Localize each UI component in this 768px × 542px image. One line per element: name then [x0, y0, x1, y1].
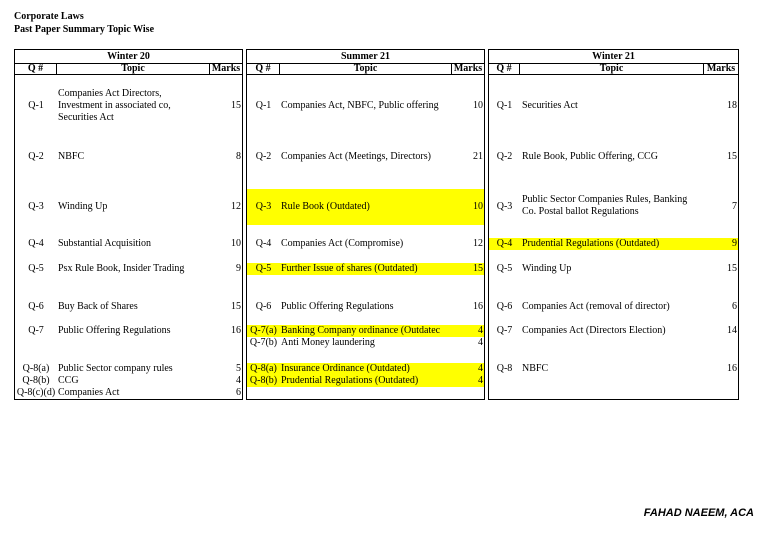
row-topic: Winding Up [522, 263, 572, 274]
row-topic: Insurance Ordinance (Outdated) [281, 363, 410, 374]
row-topic: NBFC [522, 363, 549, 374]
row-topic: Companies Act Directors, Investment in associated co, Securities Act [58, 88, 171, 123]
row-marks: 4 [478, 375, 483, 386]
row-q: Q-7 [28, 325, 44, 336]
row-q: Q-8 [496, 363, 513, 374]
row-q: Q-3 [255, 201, 272, 212]
row-topic: NBFC [58, 151, 85, 162]
row-q: Q-2 [28, 151, 44, 162]
row-q: Q-8(a) [250, 363, 277, 374]
row-marks: 7 [732, 201, 737, 212]
row-topic: Companies Act (removal of director) [522, 301, 670, 312]
row-topic: Further Issue of shares (Outdated) [281, 263, 418, 274]
row-q: Q-8(b) [22, 375, 50, 386]
row-marks: 10 [231, 238, 241, 249]
section-heading: Winter 20 [15, 50, 242, 64]
row-marks: 14 [727, 325, 737, 336]
row-topic: Prudential Regulations (Outdated) [522, 238, 660, 249]
row-q: Q-3 [496, 201, 513, 212]
row-marks: 15 [727, 151, 737, 162]
row-topic: Companies Act (Meetings, Directors) [281, 151, 431, 162]
row-topic: Anti Money laundering [281, 337, 375, 348]
row-topic: Public Offering Regulations [281, 301, 394, 312]
section-winter-21 [488, 49, 739, 400]
row-q: Q-5 [496, 263, 513, 274]
row-marks: 16 [231, 325, 241, 336]
row-marks: 15 [231, 301, 241, 312]
row-topic: Winding Up [58, 201, 108, 212]
col-header-topic: Topic [520, 63, 704, 75]
row-q: Q-6 [496, 301, 513, 312]
row-topic: Banking Company ordinance (Outdatec [281, 325, 441, 336]
row-marks: 8 [236, 151, 241, 162]
row-topic: Substantial Acquisition [58, 238, 152, 249]
row-topic: Rule Book, Public Offering, CCG [522, 151, 658, 162]
row-marks: 6 [236, 387, 241, 398]
col-header-marks: Marks [704, 63, 738, 75]
row-marks: 12 [473, 238, 483, 249]
col-header-q: Q # [489, 63, 520, 75]
row-topic: Prudential Regulations (Outdated) [281, 375, 419, 386]
col-header-marks: Marks [453, 63, 483, 74]
row-q: Q-4 [496, 238, 513, 249]
col-header-marks: Marks [211, 63, 241, 74]
row-marks: 10 [473, 100, 483, 111]
row-topic: Companies Act (Compromise) [281, 238, 404, 249]
row-marks: 5 [236, 363, 241, 374]
row-marks: 15 [727, 263, 737, 274]
row-q: Q-7 [496, 325, 513, 336]
row-topic: Companies Act [58, 387, 120, 398]
row-marks: 16 [727, 363, 737, 374]
row-marks: 4 [478, 337, 483, 348]
row-marks: 9 [732, 238, 737, 249]
row-topic: Companies Act, NBFC, Public offering [281, 100, 439, 111]
row-topic: Public Sector company rules [58, 363, 173, 374]
row-q: Q-4 [255, 238, 272, 249]
row-q: Q-1 [255, 100, 272, 111]
row-marks: 6 [732, 301, 737, 312]
row-q: Q-2 [255, 151, 272, 162]
col-header-topic: Topic [280, 63, 452, 75]
row-topic: Buy Back of Shares [58, 301, 138, 312]
doc-subtitle: Past Paper Summary Topic Wise [14, 24, 155, 35]
row-topic: Securities Act [522, 100, 578, 111]
col-header-q: Q # [247, 63, 280, 75]
row-q: Q-5 [255, 263, 272, 274]
section-summer-21 [246, 49, 485, 400]
row-topic: Companies Act (Directors Election) [522, 325, 666, 336]
row-q: Q-3 [28, 201, 44, 212]
row-q: Q-6 [28, 301, 44, 312]
row-topic: Public Sector Companies Rules, Banking Co. Postal ballot Regulations [522, 194, 688, 217]
row-topic: Psx Rule Book, Insider Trading [58, 263, 185, 274]
row-marks: 18 [727, 100, 737, 111]
doc-title: Corporate Laws [14, 11, 84, 22]
row-topic: CCG [58, 375, 79, 386]
row-marks: 21 [473, 151, 483, 162]
row-marks: 4 [236, 375, 241, 386]
author-footer: FAHAD NAEEM, ACA [643, 507, 754, 519]
row-marks: 9 [236, 263, 241, 274]
row-q: Q-7(b) [249, 337, 278, 348]
row-marks: 4 [478, 325, 483, 336]
col-header-q: Q # [15, 63, 57, 75]
row-marks: 10 [473, 201, 483, 212]
row-q: Q-7(a) [250, 325, 277, 336]
row-q: Q-4 [28, 238, 44, 249]
row-q: Q-2 [496, 151, 513, 162]
row-marks: 15 [231, 100, 241, 111]
row-topic: Public Offering Regulations [58, 325, 171, 336]
row-marks: 15 [473, 263, 483, 274]
row-marks: 12 [231, 201, 241, 212]
section-heading: Winter 21 [489, 50, 738, 64]
row-marks: 16 [473, 301, 483, 312]
row-q: Q-5 [28, 263, 44, 274]
row-q: Q-6 [255, 301, 272, 312]
row-q: Q-1 [496, 100, 513, 111]
row-topic: Rule Book (Outdated) [281, 201, 370, 212]
row-q: Q-8(a) [22, 363, 50, 374]
section-heading: Summer 21 [247, 50, 484, 64]
row-q: Q-8(b) [249, 375, 278, 386]
section-winter-20 [14, 49, 243, 400]
row-marks: 4 [478, 363, 483, 374]
col-header-topic: Topic [57, 63, 210, 75]
row-q: Q-1 [28, 100, 44, 111]
row-q: Q-8(c)(d) [16, 387, 56, 398]
